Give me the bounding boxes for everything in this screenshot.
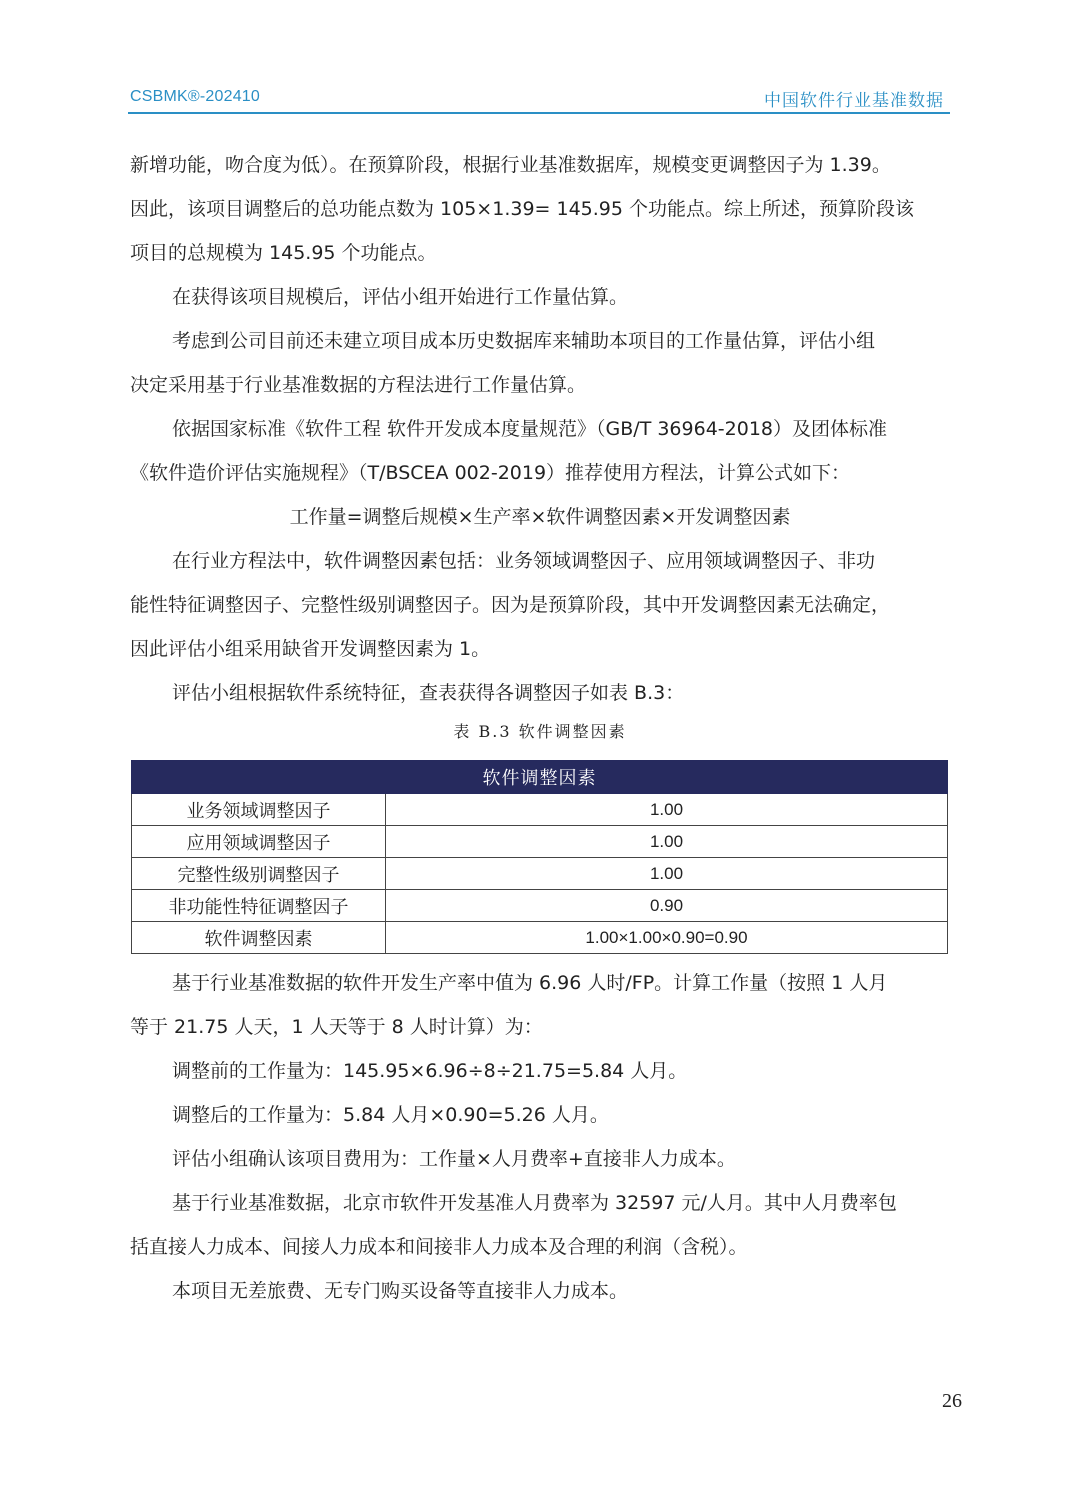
document-title: 中国软件行业基准数据	[764, 91, 944, 111]
factor-value: 0.90	[386, 890, 948, 922]
paragraph-line: 因此，该项目调整后的总功能点数为 105×1.39= 145.95 个功能点。综上所述，预算阶段该	[130, 198, 915, 220]
factor-value: 1.00	[386, 794, 948, 826]
paragraph-line: 决定采用基于行业基准数据的方程法进行工作量估算。	[130, 374, 587, 396]
document-code: CSBMK®-202410	[130, 88, 261, 105]
paragraph-line: 调整前的工作量为：145.95×6.96÷8÷21.75=5.84 人月。	[172, 1060, 688, 1082]
table-row	[132, 890, 948, 922]
table-row	[132, 794, 948, 826]
body-text-bottom	[130, 961, 950, 1313]
factor-value: 1.00	[386, 858, 948, 890]
paragraph-line: 新增功能，吻合度为低）。在预算阶段，根据行业基准数据库，规模变更调整因子为 1.39。	[130, 154, 891, 176]
paragraph-line: 括直接人力成本、间接人力成本和间接非人力成本及合理的利润（含税）。	[130, 1236, 748, 1258]
body-text-top	[130, 143, 950, 715]
paragraph-line: 等于 21.75 人天，1 人天等于 8 人时计算）为：	[130, 1016, 543, 1038]
factor-name: 非功能性特征调整因子	[132, 890, 386, 922]
factor-name: 业务领域调整因子	[132, 794, 386, 826]
paragraph-line: 基于行业基准数据，北京市软件开发基准人月费率为 32597 元/人月。其中人月费率包	[172, 1192, 897, 1214]
table-caption: 表 B.3 软件调整因素	[453, 722, 627, 741]
paragraph-line: 依据国家标准《软件工程 软件开发成本度量规范》（GB/T 36964-2018）及团体标准	[172, 418, 887, 440]
paragraph-line: 项目的总规模为 145.95 个功能点。	[130, 242, 437, 264]
paragraph-line: 本项目无差旅费、无专门购买设备等直接非人力成本。	[172, 1280, 629, 1302]
factor-name: 软件调整因素	[132, 922, 386, 954]
factor-value: 1.00×1.00×0.90=0.90	[386, 922, 948, 954]
paragraph-line: 因此评估小组采用缺省开发调整因素为 1。	[130, 638, 491, 660]
table-header: 软件调整因素	[132, 761, 948, 794]
table-row	[132, 858, 948, 890]
table-row	[132, 922, 948, 954]
factor-value: 1.00	[386, 826, 948, 858]
paragraph-line: 在行业方程法中，软件调整因素包括：业务领域调整因子、应用领域调整因子、非功	[172, 550, 876, 572]
paragraph-line: 调整后的工作量为：5.84 人月×0.90=5.26 人月。	[172, 1104, 609, 1126]
page-number: 26	[942, 1390, 962, 1412]
table-header-row	[132, 761, 948, 794]
factor-name: 完整性级别调整因子	[132, 858, 386, 890]
paragraph-line: 考虑到公司目前还未建立项目成本历史数据库来辅助本项目的工作量估算，评估小组	[172, 330, 876, 352]
paragraph-line: 在获得该项目规模后，评估小组开始进行工作量估算。	[172, 286, 629, 308]
paragraph-line: 《软件造价评估实施规程》（T/BSCEA 002-2019）推荐使用方程法，计算公式如下：	[130, 462, 851, 484]
paragraph-line: 能性特征调整因子、完整性级别调整因子。因为是预算阶段，其中开发调整因素无法确定，	[130, 594, 891, 616]
paragraph-line: 评估小组确认该项目费用为：工作量×人月费率+直接非人力成本。	[172, 1148, 736, 1170]
paragraph-line: 基于行业基准数据的软件开发生产率中值为 6.96 人时/FP。计算工作量（按照 1 人月	[172, 972, 888, 994]
factor-name: 应用领域调整因子	[132, 826, 386, 858]
paragraph-line: 评估小组根据软件系统特征，查表获得各调整因子如表 B.3：	[172, 682, 685, 704]
formula-line: 工作量=调整后规模×生产率×软件调整因素×开发调整因素	[289, 506, 791, 528]
table-row	[132, 826, 948, 858]
adjustment-factors-table	[131, 760, 948, 954]
page-header	[128, 82, 950, 114]
